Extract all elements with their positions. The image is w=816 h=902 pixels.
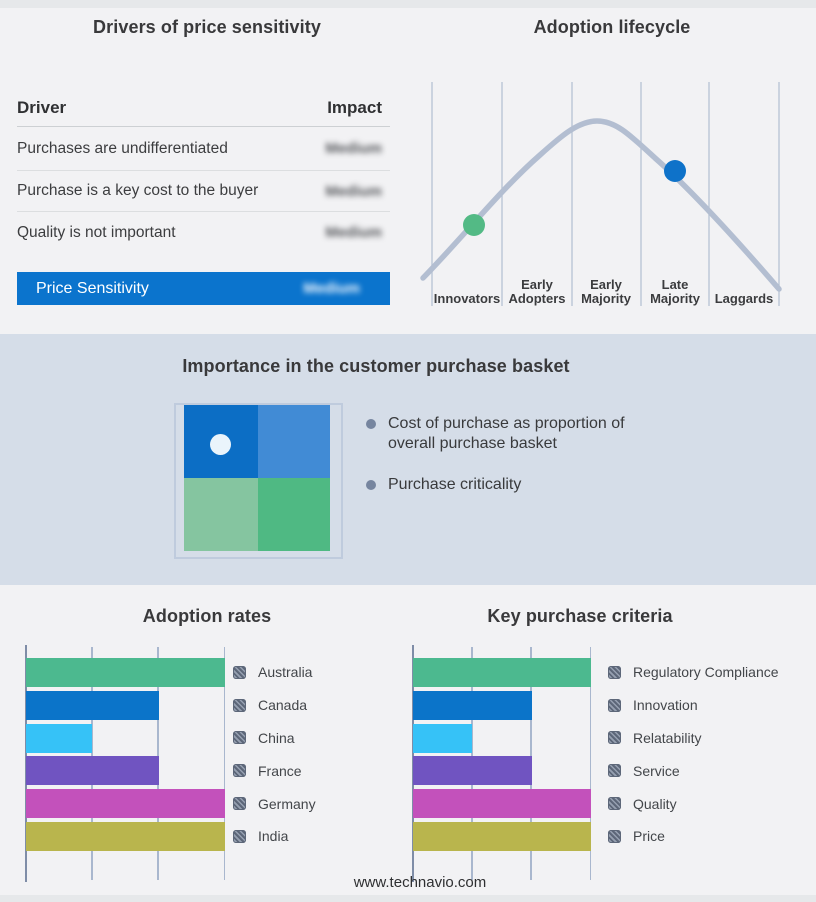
impact-cell-blurred: Medium — [325, 224, 382, 241]
bar-relatability — [413, 724, 472, 753]
bar-india — [26, 822, 225, 851]
quadrant-top-right — [258, 405, 330, 478]
bar-regulatory-compliance — [413, 658, 591, 687]
drivers-panel-title: Drivers of price sensitivity — [93, 17, 321, 37]
legend-item — [233, 820, 316, 853]
bullet-item — [366, 414, 656, 454]
adoption-rates-title: Adoption rates — [142, 606, 272, 626]
legend-label: Canada — [258, 697, 308, 714]
bar-germany — [26, 789, 225, 818]
top-edge-band — [0, 0, 816, 8]
quadrant-position-dot — [210, 434, 231, 455]
legend-item — [233, 722, 316, 755]
key-purchase-criteria-plot — [412, 645, 591, 882]
drivers-table-header — [17, 90, 390, 127]
basket-section-title: Importance in the customer purchase basket — [182, 356, 570, 376]
stage-label-late-majority: Late Majority — [650, 277, 700, 306]
hatched-swatch-icon — [608, 830, 621, 843]
stage-label-laggards: Laggards — [714, 291, 774, 306]
bullet-icon — [366, 419, 376, 429]
legend-label: Australia — [258, 664, 313, 681]
highlight-row-label: Price Sensitivity — [36, 279, 149, 297]
adoption-rates-legend — [233, 656, 316, 853]
impact-cell-blurred: Medium — [325, 182, 382, 200]
legend-item — [608, 656, 779, 689]
impact-cell-blurred: Medium — [303, 280, 360, 297]
legend-item — [608, 754, 779, 787]
hatched-swatch-icon — [233, 830, 246, 843]
column-header-driver: Driver — [17, 98, 67, 117]
purchase-basket-section — [0, 334, 816, 585]
bar-canada — [26, 691, 159, 720]
bar-china — [26, 724, 92, 753]
price-sensitivity-highlight-row — [17, 272, 390, 305]
table-row — [17, 127, 390, 171]
hatched-swatch-icon — [608, 797, 621, 810]
table-row — [17, 212, 390, 253]
stage-label-early-adopters: Early Adopters — [508, 277, 566, 306]
bar-australia — [26, 658, 225, 687]
stage-label-innovators: Innovators — [433, 291, 501, 306]
hatched-swatch-icon — [608, 731, 621, 744]
legend-label: Quality — [633, 795, 677, 812]
key-purchase-criteria-legend — [608, 656, 779, 853]
hatched-swatch-icon — [233, 797, 246, 810]
purchase-basket-quadrant — [184, 405, 330, 551]
bar-quality — [413, 789, 591, 818]
stage-label-early-majority: Early Majority — [581, 277, 631, 306]
legend-label: China — [258, 729, 295, 746]
legend-item — [608, 722, 779, 755]
innovators-stage-marker — [463, 214, 485, 236]
impact-cell-blurred: Medium — [325, 140, 382, 157]
legend-item — [608, 787, 779, 820]
legend-label: Price — [633, 828, 665, 845]
hatched-swatch-icon — [233, 666, 246, 679]
table-row — [17, 171, 390, 212]
legend-label: Innovation — [633, 697, 698, 714]
drivers-table — [17, 90, 390, 305]
bullet-text: Purchase criticality — [388, 476, 522, 493]
bottom-edge-band — [0, 895, 816, 902]
bar-france — [26, 756, 159, 785]
quadrant-bottom-left — [184, 478, 258, 551]
driver-cell: Quality is not important — [17, 223, 176, 241]
legend-item — [608, 820, 779, 853]
bullet-icon — [366, 480, 376, 490]
bullet-item — [366, 475, 656, 495]
bar-price — [413, 822, 591, 851]
legend-item — [233, 689, 316, 722]
quadrant-top-left — [184, 405, 258, 478]
lifecycle-panel-title: Adoption lifecycle — [533, 17, 691, 37]
hatched-swatch-icon — [233, 699, 246, 712]
driver-cell: Purchase is a key cost to the buyer — [17, 182, 259, 199]
legend-label: Germany — [258, 795, 316, 812]
legend-label: France — [258, 762, 302, 779]
column-header-impact: Impact — [327, 98, 382, 117]
bar-innovation — [413, 691, 532, 720]
technavio-link[interactable]: www.technavio.com — [353, 874, 487, 891]
hatched-swatch-icon — [233, 764, 246, 777]
legend-label: Service — [633, 762, 680, 779]
legend-item — [233, 754, 316, 787]
hatched-swatch-icon — [608, 764, 621, 777]
legend-label: Relatability — [633, 729, 702, 746]
driver-cell: Purchases are undifferentiated — [17, 139, 228, 157]
footer — [0, 874, 816, 891]
quadrant-bottom-right — [258, 478, 330, 551]
key-purchase-criteria-title: Key purchase criteria — [487, 606, 673, 626]
legend-item — [233, 656, 316, 689]
hatched-swatch-icon — [233, 731, 246, 744]
hatched-swatch-icon — [608, 666, 621, 679]
bar-service — [413, 756, 532, 785]
legend-label: India — [258, 828, 289, 845]
late-majority-stage-marker — [664, 160, 686, 182]
legend-item — [608, 689, 779, 722]
adoption-rates-plot — [25, 645, 225, 882]
legend-item — [233, 787, 316, 820]
hatched-swatch-icon — [608, 699, 621, 712]
adoption-lifecycle-chart — [420, 75, 800, 310]
bullet-text: Cost of purchase as proportion of overall purchase basket — [388, 415, 625, 452]
legend-label: Regulatory Compliance — [633, 664, 779, 681]
